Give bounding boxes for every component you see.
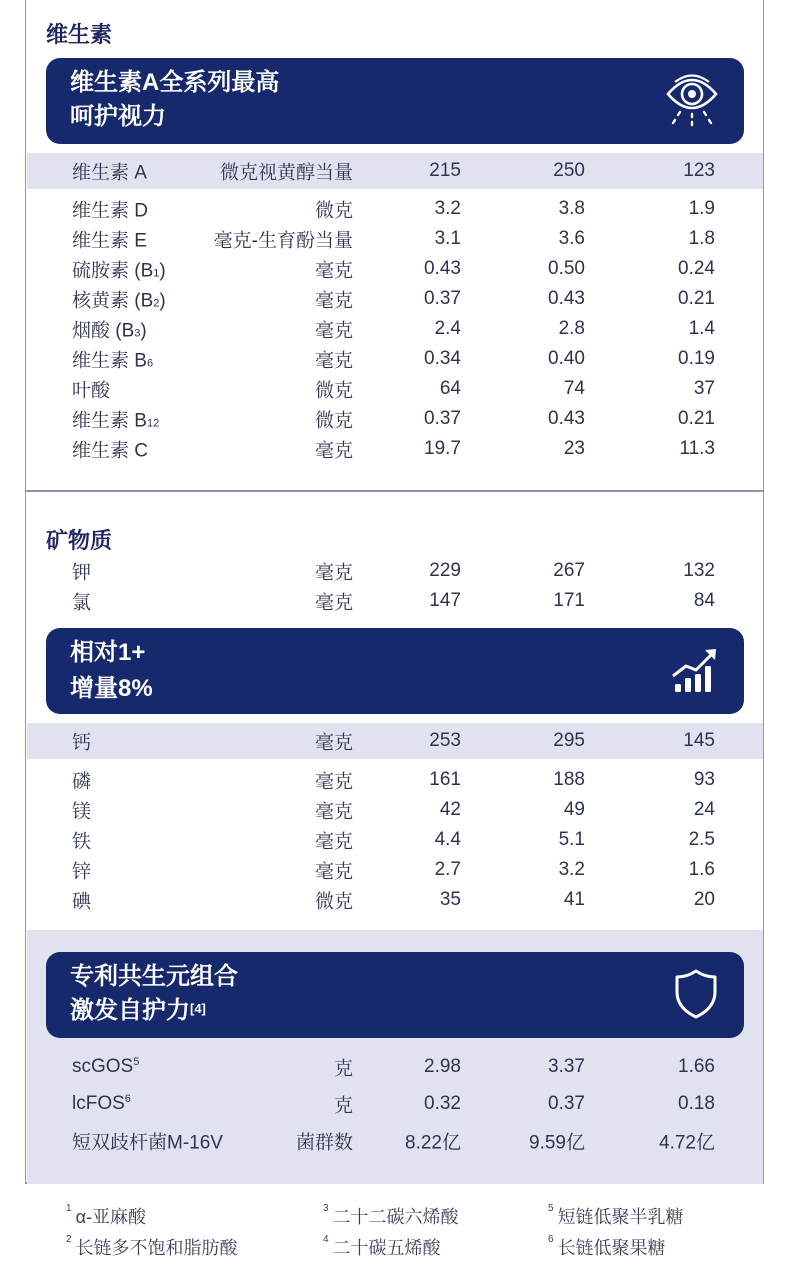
footnote-number: 5 [548,1203,554,1214]
value-col-1: 42 [439,799,461,820]
value-col-3: 1.66 [678,1056,715,1077]
nutrient-name-text: 维生素 E [72,230,147,252]
value-col-3: 93 [693,769,715,790]
nutrient-name-text: lcFOS [72,1093,125,1114]
nutrient-unit: 毫克 [314,831,353,853]
footnote [66,1234,238,1260]
table-row [27,1086,763,1122]
nutrient-name [72,1093,131,1115]
banner-line-1: 维生素A全系列最高 [70,69,280,96]
footnote-number: 6 [548,1234,554,1245]
nutrient-name-text: 维生素 D [72,200,149,222]
value-col-1: 3.2 [434,198,461,219]
nutrient-name [72,436,148,463]
value-col-3: 1.6 [688,859,715,880]
value-col-2: 0.40 [548,348,585,369]
value-col-2: 3.8 [558,198,585,219]
value-col-1: 2.7 [434,859,461,880]
value-col-2: 9.59亿 [529,1132,585,1154]
nutrient-unit: 毫克 [314,320,353,342]
value-col-3: 145 [683,730,715,751]
footnote-number: 3 [323,1203,329,1214]
value-col-3: 132 [683,560,715,581]
value-col-2: 0.37 [548,1093,585,1114]
nutrient-unit: 毫克-生育酚当量 [213,230,353,252]
banner-line-2: 呵护视力 [70,103,166,130]
value-col-1: 0.43 [424,258,461,279]
nutrient-name [72,558,91,585]
table-row-highlight [27,723,763,759]
value-col-2: 23 [563,438,585,459]
nutrient-name [72,226,147,253]
value-col-3: 24 [693,799,715,820]
footnote-text: 二十二碳六烯酸 [332,1207,459,1227]
nutrient-name-suffix: ) [159,290,166,312]
growth-chart-icon [670,646,718,699]
footnote-text: α-亚麻酸 [75,1207,146,1227]
nutrient-name-text: 硫胺素 (B [72,260,154,282]
nutrient-name [72,346,153,373]
value-col-2: 2.8 [558,318,585,339]
value-col-1: 2.4 [434,318,461,339]
banner-line-1: 专利共生元组合 [70,963,238,990]
value-col-3: 84 [693,590,715,611]
value-col-1: 0.37 [424,408,461,429]
eye-icon [666,70,718,137]
value-col-3: 0.21 [678,408,715,429]
footnote [548,1203,684,1229]
table-row [27,1049,763,1085]
value-col-1: 0.34 [424,348,461,369]
footnote [548,1234,666,1260]
value-col-2: 49 [563,799,585,820]
value-col-1: 19.7 [424,438,461,459]
nutrient-name-text: 烟酸 (B [72,320,135,342]
value-col-2: 3.37 [548,1056,585,1077]
nutrient-name-text: 维生素 B [72,350,147,372]
nutrient-name: 钙 [72,732,92,754]
nutrient-unit: 毫克 [314,260,353,282]
table-row [27,431,763,467]
value-col-1: 35 [439,889,461,910]
nutrient-name [72,1128,223,1155]
value-col-3: 4.72亿 [659,1132,715,1154]
value-col-2: 41 [563,889,585,910]
value-col-3: 20 [693,889,715,910]
value-col-2: 0.43 [548,408,585,429]
banner-line-2 [70,994,206,1028]
nutrient-name-text: 钾 [72,562,92,584]
nutrient-name-suffix: ) [159,260,166,282]
nutrient-name [72,588,91,615]
nutrient-name [72,406,159,433]
banner-line-2: 增量8% [70,675,153,702]
subscript: 6 [146,357,154,370]
value-col-2: 5.1 [558,829,585,850]
table-row [27,583,763,619]
nutrient-name-text: 短双歧杆菌M-16V [72,1132,223,1154]
subscript: 12 [146,417,160,430]
calcium-banner [46,628,744,714]
value-col-2: 295 [553,730,585,751]
nutrient-unit: 菌群数 [295,1132,353,1154]
nutrient-name-text: 碘 [72,891,92,913]
shield-icon [674,968,718,1025]
nutrient-unit: 毫克 [314,290,353,312]
value-col-3: 0.24 [678,258,715,279]
value-col-1: 0.37 [424,288,461,309]
value-col-1: 229 [429,560,461,581]
nutrient-name [72,797,91,824]
value-col-1: 147 [429,590,461,611]
vitamin-a-banner [46,58,744,144]
value-col-2: 188 [553,769,585,790]
table-row [27,1123,763,1159]
nutrient-name-text: 铁 [72,831,92,853]
nutrient-unit: 微克视黄醇当量 [219,162,353,184]
value-col-2: 267 [553,560,585,581]
table-row [27,882,763,918]
synbiotics-banner [46,952,744,1038]
reference-mark: [4] [190,1001,206,1016]
nutrient-name-text: 维生素 C [72,440,149,462]
value-col-1: 215 [429,160,461,181]
nutrient-name [72,767,91,794]
nutrient-name-text: 核黄素 (B [72,290,154,312]
footnote-number: 1 [66,1203,72,1214]
value-col-2: 0.43 [548,288,585,309]
footnote-number: 4 [323,1234,329,1245]
value-col-3: 2.5 [688,829,715,850]
value-col-1: 64 [439,378,461,399]
nutrient-unit: 毫克 [314,801,353,823]
footnote-text: 二十碳五烯酸 [332,1238,441,1258]
nutrient-unit: 毫克 [314,562,353,584]
nutrient-unit: 克 [333,1058,353,1080]
minerals-title: 矿物质 [46,528,113,553]
nutrient-name-text: 磷 [72,771,92,793]
nutrient-unit: 毫克 [314,732,353,754]
value-col-1: 253 [429,730,461,751]
value-col-1: 8.22亿 [405,1132,461,1154]
footnote-text: 短链低聚半乳糖 [557,1207,684,1227]
footnote-ref: 6 [124,1093,131,1105]
value-col-3: 0.19 [678,348,715,369]
nutrient-unit: 毫克 [314,440,353,462]
value-col-3: 0.18 [678,1093,715,1114]
table-row-highlight [27,153,763,189]
value-col-1: 4.4 [434,829,461,850]
nutrient-unit: 毫克 [314,861,353,883]
subscript: 1 [153,267,160,280]
footnote-text: 长链低聚果糖 [557,1238,666,1258]
value-col-2: 3.6 [558,228,585,249]
nutrient-name-suffix: ) [140,320,147,342]
nutrient-unit: 毫克 [314,350,353,372]
vitamins-title: 维生素 [46,22,113,47]
value-col-3: 37 [693,378,715,399]
value-col-3: 123 [683,160,715,181]
nutrient-name [72,1056,139,1078]
nutrient-name-text: 维生素 B [72,410,147,432]
nutrient-unit: 微克 [314,200,353,222]
banner-line-1: 相对1+ [70,639,146,666]
footnote-number: 2 [66,1234,72,1245]
nutrient-name-text: 镁 [72,801,92,823]
footnote-ref: 5 [133,1056,140,1068]
nutrient-name [72,316,147,343]
nutrient-name [72,196,148,223]
banner-line-2-text: 激发自护力 [70,997,190,1024]
nutrient-unit: 毫克 [314,771,353,793]
nutrient-unit: 毫克 [314,592,353,614]
value-col-2: 3.2 [558,859,585,880]
footnote [323,1234,441,1260]
value-col-3: 1.8 [688,228,715,249]
nutrient-name [72,827,91,854]
value-col-3: 0.21 [678,288,715,309]
nutrient-name [72,256,166,283]
nutrient-name [72,887,91,914]
value-col-1: 161 [429,769,461,790]
value-col-3: 11.3 [679,438,715,459]
nutrient-name-text: 氯 [72,592,92,614]
footnote [66,1203,146,1229]
value-col-2: 250 [553,160,585,181]
footnote [323,1203,459,1229]
value-col-3: 1.4 [688,318,715,339]
value-col-2: 171 [553,590,585,611]
nutrient-name-text: scGOS [72,1056,134,1077]
value-col-2: 74 [563,378,585,399]
nutrient-unit: 微克 [314,410,353,432]
nutrient-unit: 微克 [314,380,353,402]
nutrient-name [72,286,166,313]
value-col-1: 0.32 [424,1093,461,1114]
nutrient-unit: 微克 [314,891,353,913]
subscript: 2 [153,297,160,310]
nutrient-name: 维生素 A [72,162,147,184]
nutrient-name [72,857,91,884]
nutrient-unit: 克 [333,1095,353,1117]
nutrient-name [72,376,110,403]
nutrient-name-text: 叶酸 [72,380,111,402]
subscript: 3 [134,327,141,340]
value-col-3: 1.9 [688,198,715,219]
value-col-1: 2.98 [424,1056,461,1077]
nutrient-name-text: 锌 [72,861,92,883]
footnote-text: 长链多不饱和脂肪酸 [75,1238,238,1258]
value-col-1: 3.1 [434,228,461,249]
value-col-2: 0.50 [548,258,585,279]
